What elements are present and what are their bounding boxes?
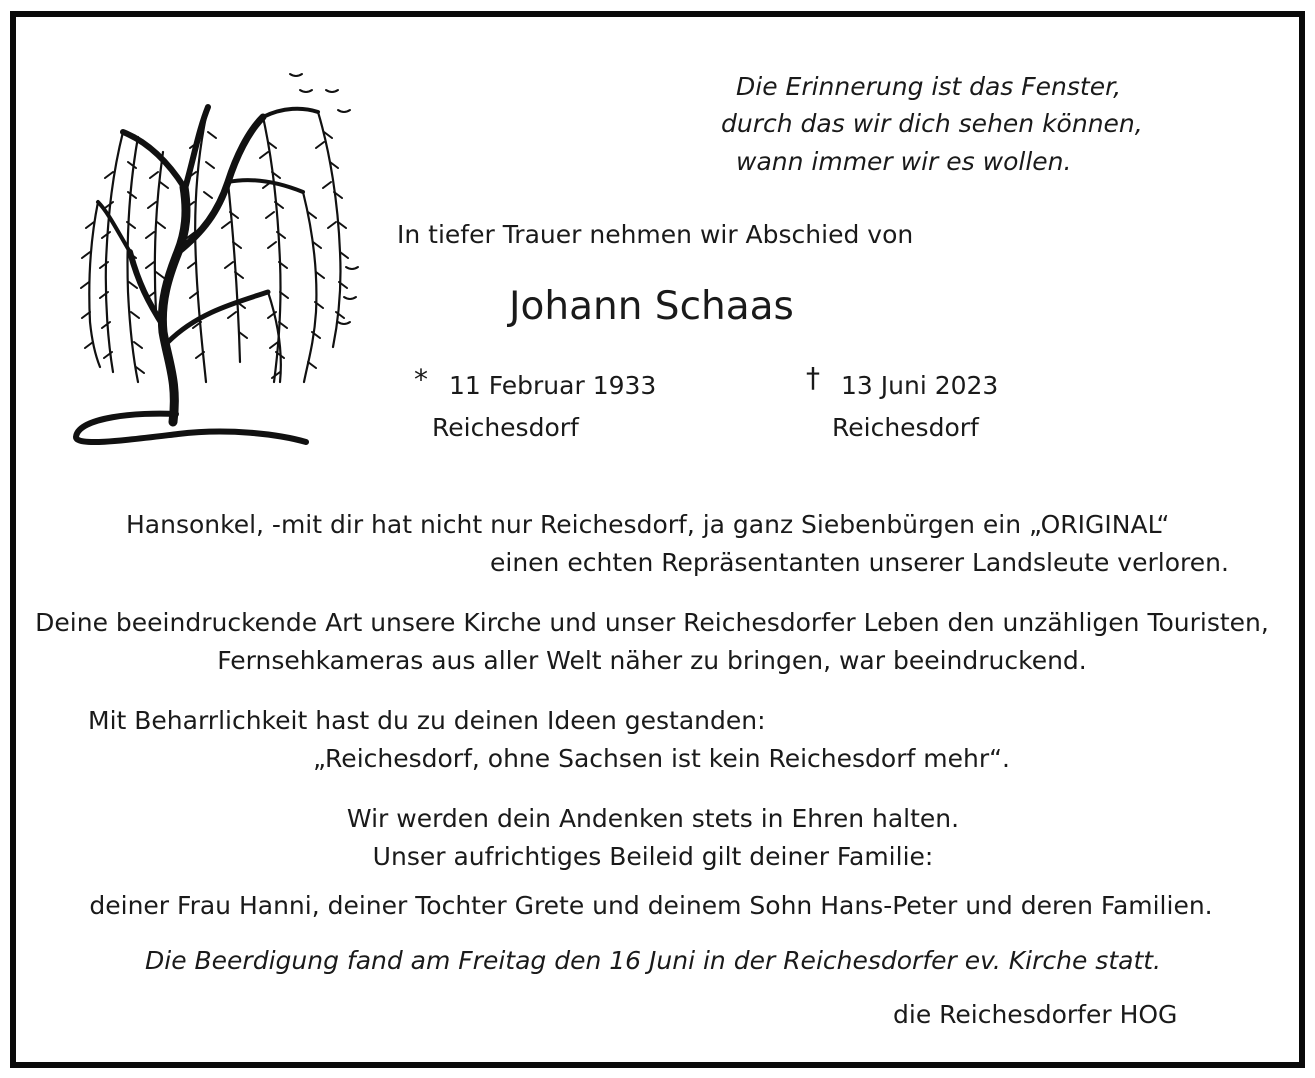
deceased-name: Johann Schaas: [509, 284, 794, 329]
birth-star-icon: *: [414, 363, 428, 396]
quote-line-1: Die Erinnerung ist das Fenster,: [736, 72, 1122, 101]
death-place: Reichesdorf: [832, 413, 979, 442]
birth-place: Reichesdorf: [432, 413, 579, 442]
paragraph-2-line-2: Fernsehkameras aus aller Welt näher zu bringen, war beeindruckend.: [217, 646, 1087, 675]
quote-line-2: durch das wir dich sehen können,: [721, 109, 1143, 138]
paragraph-3-line-2: „Reichesdorf, ohne Sachsen ist kein Reichesdorf mehr“.: [313, 744, 1010, 773]
quote-line-3: wann immer wir es wollen.: [736, 147, 1072, 176]
paragraph-3-line-1: Mit Beharrlichkeit hast du zu deinen Ideen gestanden:: [88, 706, 766, 735]
death-cross-icon: †: [806, 361, 820, 394]
family-line: deiner Frau Hanni, deiner Tochter Grete und deinem Sohn Hans-Peter und deren Familien.: [89, 891, 1213, 920]
paragraph-4-line-1: Wir werden dein Andenken stets in Ehren halten.: [346, 804, 960, 833]
funeral-line: Die Beerdigung fand am Freitag den 16 Juni in der Reichesdorfer ev. Kirche statt.: [144, 946, 1162, 975]
intro-text: In tiefer Trauer nehmen wir Abschied von: [397, 220, 914, 249]
paragraph-4-line-2: Unser aufrichtiges Beileid gilt deiner Familie:: [372, 842, 934, 871]
paragraph-1-line-1: Hansonkel, -mit dir hat nicht nur Reichesdorf, ja ganz Siebenbürgen ein „ORIGINAL“: [126, 510, 1170, 539]
weeping-willow-tree-icon: [68, 62, 368, 452]
birth-date: 11 Februar 1933: [449, 371, 657, 400]
paragraph-2-line-1: Deine beeindruckende Art unsere Kirche und unser Reichesdorfer Leben den unzähligen Touristen,: [35, 608, 1269, 637]
paragraph-1-line-2: einen echten Repräsentanten unserer Landsleute verloren.: [490, 548, 1229, 577]
signature: die Reichesdorfer HOG: [893, 1000, 1178, 1029]
death-date: 13 Juni 2023: [841, 371, 999, 400]
